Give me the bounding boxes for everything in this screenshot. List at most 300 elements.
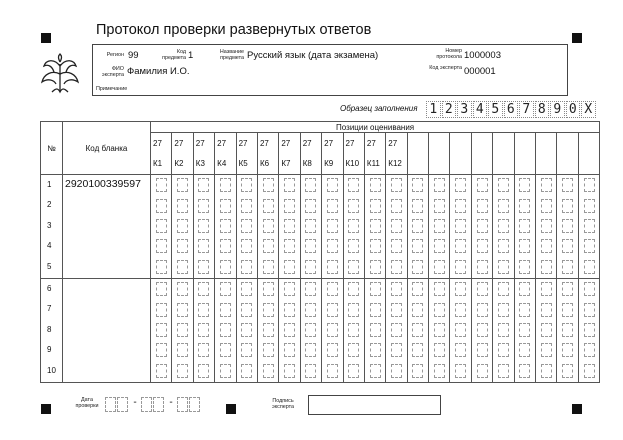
score-input-box[interactable] (562, 199, 573, 213)
score-input-box[interactable] (541, 219, 552, 233)
score-column-cell (386, 279, 407, 383)
date-digit-box[interactable] (105, 397, 116, 412)
score-input-box[interactable] (391, 282, 402, 296)
score-input-box[interactable] (177, 239, 188, 253)
score-column-cell (407, 175, 428, 279)
score-input-box[interactable] (177, 199, 188, 213)
criterion-label: К9 (322, 154, 343, 175)
score-input-box[interactable] (263, 323, 274, 337)
score-input-box[interactable] (477, 364, 488, 378)
score-input-box[interactable] (198, 219, 209, 233)
date-digit-box[interactable] (189, 397, 200, 412)
task-number: 27 (343, 133, 364, 154)
blank-code-cell[interactable] (63, 175, 151, 279)
score-input-box[interactable] (477, 323, 488, 337)
score-input-box[interactable] (477, 343, 488, 357)
protocol-number-label: Номер протокола (436, 48, 462, 60)
score-input-box[interactable] (284, 303, 295, 317)
score-input-box[interactable] (519, 364, 530, 378)
score-input-box[interactable] (455, 239, 466, 253)
score-input-box[interactable] (562, 260, 573, 274)
score-input-box[interactable] (156, 323, 167, 337)
score-input-box[interactable] (391, 303, 402, 317)
score-input-box[interactable] (198, 199, 209, 213)
score-input-box[interactable] (284, 260, 295, 274)
task-number: 27 (151, 133, 172, 154)
score-input-box[interactable] (584, 343, 595, 357)
score-input-box[interactable] (412, 260, 423, 274)
score-input-box[interactable] (284, 282, 295, 296)
score-input-box[interactable] (370, 260, 381, 274)
criterion-label: К6 (257, 154, 278, 175)
score-column-cell (493, 175, 514, 279)
score-input-box[interactable] (519, 199, 530, 213)
score-input-box[interactable] (156, 303, 167, 317)
score-input-box[interactable] (198, 364, 209, 378)
score-input-box[interactable] (477, 178, 488, 192)
empty-position (578, 154, 599, 175)
score-input-box[interactable] (412, 364, 423, 378)
score-input-box[interactable] (241, 343, 252, 357)
score-input-box[interactable] (477, 219, 488, 233)
score-input-box[interactable] (241, 323, 252, 337)
score-input-box[interactable] (584, 178, 595, 192)
criterion-label: К8 (300, 154, 321, 175)
score-column-cell (257, 175, 278, 279)
score-input-box[interactable] (434, 239, 445, 253)
score-input-box[interactable] (156, 199, 167, 213)
score-input-box[interactable] (477, 260, 488, 274)
score-input-box[interactable] (391, 364, 402, 378)
score-input-box[interactable] (541, 178, 552, 192)
score-column-cell (236, 279, 257, 383)
score-input-box[interactable] (391, 323, 402, 337)
score-input-box[interactable] (562, 364, 573, 378)
date-digit-box[interactable] (141, 397, 152, 412)
score-input-box[interactable] (327, 303, 338, 317)
score-input-box[interactable] (370, 239, 381, 253)
score-input-box[interactable] (455, 219, 466, 233)
sample-char: 3 (457, 101, 472, 118)
protocol-number-value: 1000003 (464, 50, 501, 61)
score-input-box[interactable] (241, 303, 252, 317)
row-number: 10 (47, 365, 56, 375)
score-input-box[interactable] (519, 219, 530, 233)
score-input-box[interactable] (370, 364, 381, 378)
score-input-box[interactable] (348, 199, 359, 213)
score-input-box[interactable] (241, 199, 252, 213)
score-input-box[interactable] (177, 323, 188, 337)
score-input-box[interactable] (198, 239, 209, 253)
score-input-box[interactable] (327, 239, 338, 253)
expert-name-label: ФИО эксперта (101, 66, 124, 78)
score-input-box[interactable] (434, 199, 445, 213)
sample-char: 8 (535, 101, 550, 118)
empty-position (471, 154, 492, 175)
criterion-label: К4 (215, 154, 236, 175)
score-input-box[interactable] (263, 282, 274, 296)
score-input-box[interactable] (156, 260, 167, 274)
blank-code-cell[interactable] (63, 279, 151, 383)
score-input-box[interactable] (477, 303, 488, 317)
score-input-box[interactable] (412, 219, 423, 233)
score-input-box[interactable] (263, 199, 274, 213)
score-input-box[interactable] (519, 303, 530, 317)
score-input-box[interactable] (584, 239, 595, 253)
score-input-box[interactable] (156, 219, 167, 233)
score-input-box[interactable] (305, 343, 316, 357)
score-input-box[interactable] (434, 282, 445, 296)
criterion-label: К1 (151, 154, 172, 175)
score-input-box[interactable] (198, 303, 209, 317)
task-number: 27 (386, 133, 407, 154)
sample-char: 4 (473, 101, 488, 118)
score-input-box[interactable] (241, 219, 252, 233)
score-input-box[interactable] (584, 219, 595, 233)
score-input-box[interactable] (584, 282, 595, 296)
score-input-box[interactable] (455, 323, 466, 337)
score-input-box[interactable] (519, 323, 530, 337)
score-input-box[interactable] (241, 282, 252, 296)
score-column-cell (172, 279, 193, 383)
signature-box[interactable] (308, 395, 441, 415)
date-digit-box[interactable] (117, 397, 128, 412)
score-input-box[interactable] (391, 219, 402, 233)
row-number: 5 (47, 261, 52, 271)
empty-position (429, 133, 450, 154)
row-number: 1 (47, 180, 52, 189)
score-column-cell (322, 175, 343, 279)
score-input-box[interactable] (327, 219, 338, 233)
score-input-box[interactable] (498, 303, 509, 317)
score-input-box[interactable] (498, 260, 509, 274)
score-input-box[interactable] (263, 303, 274, 317)
score-input-box[interactable] (241, 239, 252, 253)
sample-label: Образец заполнения (340, 104, 418, 113)
score-input-box[interactable] (477, 282, 488, 296)
score-input-box[interactable] (391, 199, 402, 213)
score-input-box[interactable] (370, 219, 381, 233)
score-input-box[interactable] (177, 282, 188, 296)
score-input-box[interactable] (305, 260, 316, 274)
score-input-box[interactable] (220, 343, 231, 357)
score-column-cell (493, 279, 514, 383)
sample-char: 2 (442, 101, 457, 118)
empty-position (429, 154, 450, 175)
score-input-box[interactable] (284, 343, 295, 357)
score-input-box[interactable] (370, 199, 381, 213)
score-column-cell (343, 279, 364, 383)
corner-marker-bottom-right (572, 404, 582, 414)
score-input-box[interactable] (348, 282, 359, 296)
score-column-cell (215, 175, 236, 279)
score-column-cell (322, 279, 343, 383)
score-input-box[interactable] (220, 282, 231, 296)
empty-position (450, 133, 471, 154)
empty-position (514, 133, 535, 154)
score-input-box[interactable] (391, 178, 402, 192)
score-input-box[interactable] (305, 323, 316, 337)
task-number: 27 (364, 133, 385, 154)
score-column-cell (300, 279, 321, 383)
score-input-box[interactable] (305, 303, 316, 317)
score-input-box[interactable] (370, 343, 381, 357)
score-input-box[interactable] (519, 282, 530, 296)
corner-marker-bottom-mid (226, 404, 236, 414)
score-input-box[interactable] (434, 303, 445, 317)
score-input-box[interactable] (498, 239, 509, 253)
score-column-cell (172, 175, 193, 279)
score-input-box[interactable] (370, 303, 381, 317)
score-input-box[interactable] (477, 239, 488, 253)
score-input-box[interactable] (156, 343, 167, 357)
row-number: 2 (47, 200, 52, 210)
blank-code-value: 2920100339597 (65, 178, 141, 190)
score-input-box[interactable] (263, 239, 274, 253)
score-input-box[interactable] (327, 343, 338, 357)
score-input-box[interactable] (156, 178, 167, 192)
score-input-box[interactable] (562, 343, 573, 357)
score-input-box[interactable] (498, 323, 509, 337)
score-input-box[interactable] (370, 178, 381, 192)
score-input-box[interactable] (284, 364, 295, 378)
score-input-box[interactable] (562, 323, 573, 337)
score-input-box[interactable] (220, 260, 231, 274)
score-input-box[interactable] (541, 282, 552, 296)
score-input-box[interactable] (498, 199, 509, 213)
score-input-box[interactable] (541, 260, 552, 274)
score-input-box[interactable] (284, 199, 295, 213)
score-input-box[interactable] (305, 178, 316, 192)
score-input-box[interactable] (584, 303, 595, 317)
score-input-box[interactable] (284, 178, 295, 192)
row-number: 9 (47, 345, 52, 355)
score-input-box[interactable] (412, 303, 423, 317)
score-input-box[interactable] (584, 323, 595, 337)
score-input-box[interactable] (348, 260, 359, 274)
score-input-box[interactable] (177, 343, 188, 357)
score-input-box[interactable] (348, 219, 359, 233)
score-column-cell (193, 279, 214, 383)
score-column-cell (407, 279, 428, 383)
score-input-box[interactable] (305, 364, 316, 378)
score-input-box[interactable] (263, 343, 274, 357)
expert-name-value: Фамилия И.О. (127, 66, 190, 77)
blank-code-header: Код бланка (63, 122, 151, 175)
row-number: 8 (47, 324, 52, 334)
score-input-box[interactable] (263, 178, 274, 192)
score-input-box[interactable] (391, 239, 402, 253)
empty-position (578, 133, 599, 154)
score-input-box[interactable] (455, 260, 466, 274)
score-input-box[interactable] (584, 199, 595, 213)
score-input-box[interactable] (220, 323, 231, 337)
score-column-cell (536, 279, 557, 383)
score-input-box[interactable] (327, 364, 338, 378)
score-column-cell (151, 279, 172, 383)
score-input-box[interactable] (177, 260, 188, 274)
score-input-box[interactable] (455, 303, 466, 317)
score-input-box[interactable] (434, 219, 445, 233)
score-input-box[interactable] (284, 219, 295, 233)
score-input-box[interactable] (562, 219, 573, 233)
score-input-box[interactable] (541, 364, 552, 378)
score-input-box[interactable] (541, 199, 552, 213)
score-input-box[interactable] (541, 239, 552, 253)
score-input-box[interactable] (327, 282, 338, 296)
score-input-box[interactable] (519, 178, 530, 192)
date-digit-box[interactable] (153, 397, 164, 412)
score-input-box[interactable] (327, 178, 338, 192)
score-column-cell (578, 175, 599, 279)
score-input-box[interactable] (434, 323, 445, 337)
score-input-box[interactable] (348, 178, 359, 192)
score-input-box[interactable] (241, 364, 252, 378)
region-label: Регион (106, 52, 124, 58)
expert-code-value: 000001 (464, 66, 496, 77)
score-input-box[interactable] (412, 323, 423, 337)
task-number: 27 (172, 133, 193, 154)
score-input-box[interactable] (177, 219, 188, 233)
score-input-box[interactable] (562, 282, 573, 296)
positions-header: Позиции оценивания (151, 122, 600, 133)
score-input-box[interactable] (498, 219, 509, 233)
task-number: 27 (257, 133, 278, 154)
score-input-box[interactable] (562, 239, 573, 253)
sample-characters (426, 101, 597, 118)
score-input-box[interactable] (327, 260, 338, 274)
score-input-box[interactable] (370, 323, 381, 337)
score-input-box[interactable] (220, 303, 231, 317)
score-input-box[interactable] (348, 364, 359, 378)
task-number: 27 (215, 133, 236, 154)
score-input-box[interactable] (198, 323, 209, 337)
score-input-box[interactable] (241, 178, 252, 192)
score-column-cell (514, 279, 535, 383)
score-column-cell (151, 175, 172, 279)
score-column-cell (386, 175, 407, 279)
score-input-box[interactable] (220, 199, 231, 213)
score-input-box[interactable] (156, 239, 167, 253)
score-input-box[interactable] (305, 199, 316, 213)
score-input-box[interactable] (327, 199, 338, 213)
empty-position (536, 154, 557, 175)
score-column-cell (429, 279, 450, 383)
date-digit-box[interactable] (177, 397, 188, 412)
sample-char: 6 (504, 101, 519, 118)
score-input-box[interactable] (412, 199, 423, 213)
score-input-box[interactable] (519, 239, 530, 253)
score-input-box[interactable] (198, 343, 209, 357)
score-input-box[interactable] (198, 178, 209, 192)
score-input-box[interactable] (220, 219, 231, 233)
score-input-box[interactable] (177, 303, 188, 317)
score-column-cell (343, 175, 364, 279)
score-input-box[interactable] (156, 364, 167, 378)
score-input-box[interactable] (241, 260, 252, 274)
subject-name-label: Название предмета (219, 49, 244, 61)
score-input-box[interactable] (562, 178, 573, 192)
score-input-box[interactable] (541, 303, 552, 317)
score-input-box[interactable] (220, 178, 231, 192)
score-input-box[interactable] (263, 260, 274, 274)
score-input-box[interactable] (220, 364, 231, 378)
empty-position (536, 133, 557, 154)
score-input-box[interactable] (498, 282, 509, 296)
score-input-box[interactable] (412, 343, 423, 357)
score-input-box[interactable] (541, 343, 552, 357)
score-input-box[interactable] (477, 199, 488, 213)
score-input-box[interactable] (412, 178, 423, 192)
score-input-box[interactable] (284, 323, 295, 337)
score-input-box[interactable] (263, 364, 274, 378)
score-input-box[interactable] (305, 239, 316, 253)
score-input-box[interactable] (348, 239, 359, 253)
score-input-box[interactable] (519, 260, 530, 274)
score-input-box[interactable] (348, 303, 359, 317)
row-number-group (41, 175, 63, 279)
row-number: 3 (47, 220, 52, 230)
score-input-box[interactable] (562, 303, 573, 317)
score-input-box[interactable] (348, 323, 359, 337)
score-input-box[interactable] (412, 282, 423, 296)
score-input-box[interactable] (455, 178, 466, 192)
task-number: 27 (300, 133, 321, 154)
score-input-box[interactable] (584, 260, 595, 274)
score-input-box[interactable] (177, 364, 188, 378)
score-column-cell (557, 175, 578, 279)
score-input-box[interactable] (198, 282, 209, 296)
score-input-box[interactable] (541, 323, 552, 337)
score-input-box[interactable] (434, 343, 445, 357)
score-input-box[interactable] (156, 282, 167, 296)
score-input-box[interactable] (348, 343, 359, 357)
score-input-box[interactable] (391, 260, 402, 274)
empty-position (557, 154, 578, 175)
score-input-box[interactable] (455, 199, 466, 213)
score-input-box[interactable] (284, 239, 295, 253)
score-input-box[interactable] (305, 282, 316, 296)
score-input-box[interactable] (434, 260, 445, 274)
score-input-box[interactable] (498, 178, 509, 192)
score-input-box[interactable] (327, 323, 338, 337)
score-input-box[interactable] (391, 343, 402, 357)
score-input-box[interactable] (370, 282, 381, 296)
score-input-box[interactable] (498, 343, 509, 357)
score-input-box[interactable] (305, 219, 316, 233)
note-label: Примечание (96, 86, 128, 92)
score-input-box[interactable] (434, 178, 445, 192)
score-input-box[interactable] (412, 239, 423, 253)
score-input-box[interactable] (455, 282, 466, 296)
score-input-box[interactable] (198, 260, 209, 274)
score-column-cell (215, 279, 236, 383)
score-input-box[interactable] (455, 343, 466, 357)
criterion-label: К2 (172, 154, 193, 175)
grading-table (40, 121, 600, 383)
score-input-box[interactable] (519, 343, 530, 357)
score-input-box[interactable] (177, 178, 188, 192)
score-input-box[interactable] (220, 239, 231, 253)
score-column-cell (364, 279, 385, 383)
score-column-cell (450, 279, 471, 383)
score-input-box[interactable] (434, 364, 445, 378)
score-input-box[interactable] (455, 364, 466, 378)
criterion-label: К12 (386, 154, 407, 175)
score-input-box[interactable] (584, 364, 595, 378)
score-input-box[interactable] (263, 219, 274, 233)
score-input-box[interactable] (498, 364, 509, 378)
